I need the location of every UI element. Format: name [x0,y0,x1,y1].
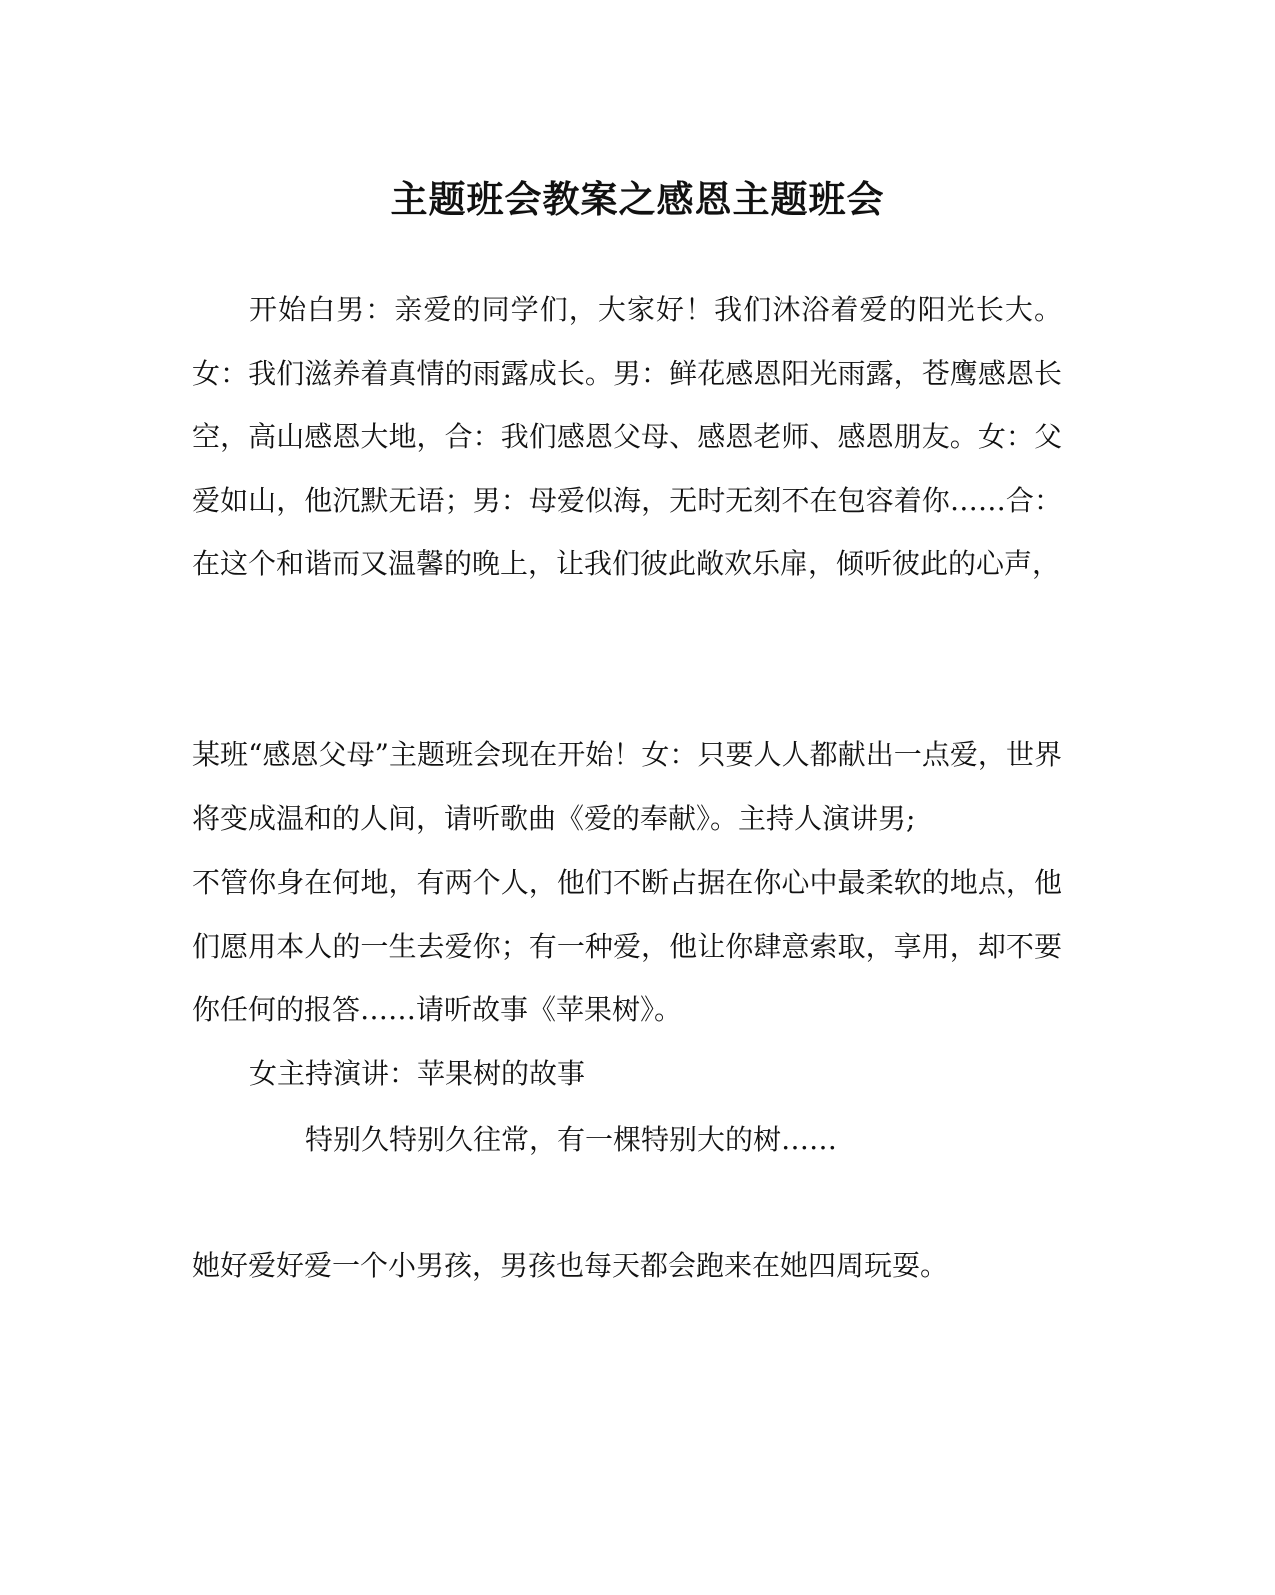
line-story-start: 特别久特别久往常，有一棵特别大的树…… [305,1123,838,1156]
line-host-speech: 女主持演讲：苹果树的故事 [249,1057,586,1090]
paragraph-opening: 开始白男：亲爱的同学们，大家好！我们沐浴着爱的阳光长大。女：我们滋养着真情的雨露成长。男：鲜花感恩阳光雨露，苍鹰感恩长空，高山感恩大地，合：我们感恩父母、感恩老师、感恩朋友。女：父爱如山，他沉默无语；男：母爱似海，无时无刻不在包容着你……合：在这个和谐而又温馨的晚上，让我们彼此敞欢乐扉，倾听彼此的心声， [192,293,1062,580]
line-story-boy: 她好爱好爱一个小男孩，男孩也每天都会跑来在她四周玩耍。 [192,1249,949,1282]
paragraph-parents-love: 不管你身在何地，有两个人，他们不断占据在你心中最柔软的地点，他们愿用本人的一生去爱你；有一种爱，他让你肆意索取，享用，却不要你任何的报答……请听故事《苹果树》。 [192,866,1062,1026]
paragraph-class-meeting-start: 某班“感恩父母”主题班会现在开始！女：只要人人都献出一点爱，世界将变成温和的人间，请听歌曲《爱的奉献》。主持人演讲男; [192,738,1062,835]
document-title: 主题班会教案之感恩主题班会 [390,177,885,221]
